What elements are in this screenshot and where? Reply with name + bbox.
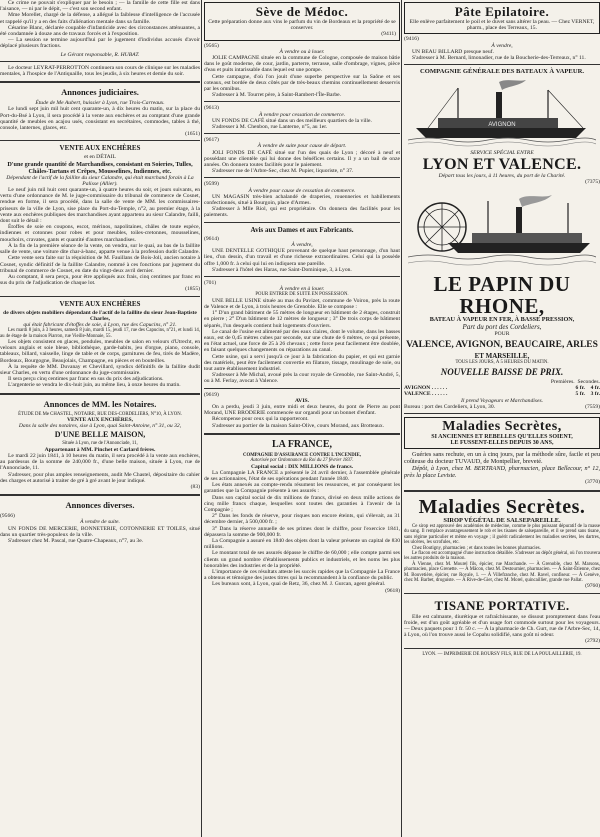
ad-address: S'adresser à M. Chenbon, rue Lanterne, n°5, au 1er. — [212, 124, 328, 131]
vente2-text: Les objets consistent en glaces, pendules, meubles de salon en velours d'Utrecht, en velours anglais et soie bleue, bibliothèque, garde-habits, jeu d'orgue, piano, console, tableaux, billard, vaisselle, linge de table et de corps, garnitures de feu, tirés de Madère, Bordeaux, Bourgogne, Beaujolais, Champagne, en pièces et en bouteilles. — [0, 338, 200, 364]
pate-title: Pâte Epilatoire. — [454, 4, 550, 19]
steamboat-illustration — [408, 78, 596, 148]
vente-text: Le neuf juin mil huit cent quarante-un, à quatre heures du soir, et jours suivants, en vertu d'une ordonnance de M. le juge-commissaire du tribunal de commerce de Cosnet, rendue en forme, il sera procédé, dans la salle de vente de MM. les commissaires-priseurs de la ville de Lyon, sise place du Port-du-Temple, n°2, au premier étage, à la vente aux enchères publiques des marchandises ayant appartenu au sieur Calandre, failli, dont suit le détail : — [0, 187, 200, 225]
divider — [0, 140, 200, 141]
ad-text: JOLIE CAMPAGNE située en la commune de Cologne, composée de maison bâtie dans le goût moderne, de cour, jardin, parterre, terrasse, salle d'ombrage, vignes, pièce d'eau et puits intarissable dans lequel est une pompe. — [204, 55, 400, 74]
notaire-text: S'adresser, pour plus amples renseignements, audit Me Chastel, dépositaire du cahier des charges et autorisé à traiter de gré à gré avant le jour indiqué. — [0, 471, 200, 484]
papin-prend: Il prend Voyageurs et Marchandises. — [460, 397, 544, 404]
ref-number: (83) — [190, 484, 200, 490]
tisane-title: TISANE PORTATIVE. — [434, 597, 570, 613]
papin-villes: VALENCE, AVIGNON, BEAUCAIRE, ARLES — [406, 339, 598, 350]
ref-number: (2792) — [585, 638, 600, 645]
divider — [204, 222, 400, 223]
divider — [204, 388, 400, 389]
article-paragraph: — La session se termine aujourd'hui par le jugement d'individus accusés d'avoir déplacé plusieurs fractions. — [0, 37, 200, 50]
bateaux-dep: Départ tous les jours, à 11 heures, du port de la Charité. — [438, 172, 566, 179]
divider — [0, 494, 200, 496]
price-col-prem: Premières. — [550, 379, 575, 386]
pate-text: Elle enlève parfaitement le poil et le duvet sans altérer la peau. — Chez VERNET, pharm., place des Terreaux, 15. — [409, 19, 595, 32]
vente-dep: Dépendant de l'actif de la faillite du sieur Calandre, qui était marchand forain à La Palisse (Allier). — [6, 174, 194, 187]
pate-ad-box — [404, 2, 600, 34]
vente-sub: et en DÉTAIL — [84, 154, 116, 161]
maladies-ad-box — [404, 417, 600, 449]
maladies-depot: Dépôt, à Lyon, chez M. BERTRAND, pharmacien, place Bellecour, n° 12, près la place Leviste. — [404, 465, 600, 480]
divider — [404, 490, 600, 492]
notaire-app: Appartenant à MM. Pinchet et Carlard frères. — [44, 446, 156, 453]
vente2-text: À la requête de MM. Duvanay et Chevillard, syndics définitifs de la faillite dudit sieur Charles, en vertu d'une ordonnance du juge-commissaire. — [0, 363, 200, 376]
papin-baisse: NOUVELLE BAISSE DE PRIX. — [440, 367, 564, 378]
maladies2-text: Ce sirop est approuvé des académies de médecine, comme le plus puissant dépuratif de la masse du sang. Il remplace avantageusement le rob et les tisanes de salsepareille, et il se prend sans tisane, sans régime particulier et même en voyage ; il guérit radicalement les maladies secrètes, les dartres, les ulcères, les scrofules, etc. — [404, 523, 600, 546]
ad-text: Cette usine, qui a servi jusqu'à ce jour à la fabrication du papier, et qui est garnie des matériels, peut être facilement convertie en filature, tissage, moulinage de soie, ou tout autre établissement industriel. — [204, 353, 400, 372]
notaire-etude: ÉTUDE DE Me CHASTEL, NOTAIRE, RUE DES-CORDELIERS, N°10, À LYON. — [18, 411, 182, 417]
divider — [404, 593, 600, 594]
maladies2-text: Chez Boutigny, pharmacien ; et dans toutes les bonnes pharmacies. — [412, 545, 541, 551]
vente-text: Cette vente sera faite sur la réquisition de M. Fauillans de Bois-Joli, ancien notaire à Cosnet, syndic définitif de la faillite Calandre, nommé à ces fonctions par jugement du tribunal de commerce de Cosnet, en date du vingt-deux avril dernier. — [0, 255, 200, 274]
ship-name-label: AVIGNON — [488, 121, 516, 128]
notaire-sise: Située à Lyon, rue de l'Annonciade, 11, — [62, 441, 138, 447]
vente-desc: D'une grande quantité de Marchandises, consistant en Soieries, Tulles, Châles-Tartans et Crêpes, Mousselines, Indiennes, etc. — [7, 160, 193, 175]
bateaux-title: COMPAGNIE GÉNÉRALE DES BATEAUX À VAPEUR. — [419, 68, 584, 76]
price-col-sec: Secondes. — [577, 379, 600, 386]
ad-sub: POUR ENTRER DE SUITE EN POSSESSION. — [255, 292, 349, 298]
ref-number: (9411) — [381, 31, 396, 38]
ad-text: On a perdu, jeudi 3 juin, entre midi et deux heures, du pont de Pierre au pont Morand, UNE BRODERIE commencée sur organdi pour un bonnet d'enfant. — [204, 403, 400, 417]
ad-address: S'adresser à l'hôtel des Haras, rue Saint-Dominique, 3, à Lyon. — [212, 266, 352, 273]
tisane-text: Elle est calmante, diurétique et rafraîchissante, se dissout promptement dans l'eau froide, est d'un goût agréable et d'un usage fort commode surtout pour les voyageurs. — Deux paquets pour 1 fr. 50 c. — À la pharmacie de Ch. Gurt, rue de l'Arbre-Sec, 14, à Lyon, où l'on trouve aussi le Copahu solidifié, sans goût ni odeur. — [404, 613, 600, 639]
vente-title: VENTE AUX ENCHÈRES — [59, 144, 141, 153]
ref-number: (9619) — [204, 391, 219, 398]
france-text: La Compagnie LA FRANCE a présenté le 24 avril dernier, à l'assemblée générale de ses actionnaires, l'état de ses opérations pendant l'année 1840. — [204, 469, 400, 482]
sevre-ad-box — [204, 2, 400, 41]
divider — [204, 177, 400, 178]
ref-number: (9599) — [204, 181, 219, 188]
maladies-sub: SI ANCIENNES ET REBELLES QU'ELLES SOIENT, — [431, 434, 573, 441]
ref-number: (9566) — [0, 513, 15, 520]
ad-text: UN FONDS DE CAFÉ situé dans un des meilleurs quartiers de la ville. — [212, 117, 372, 124]
vente2-text: Il sera perçu cinq centimes par franc en sus du prix des adjudications. — [8, 376, 164, 383]
ad-text: UN FONDS DE MERCERIE, BONNETERIE, COTONNERIE ET TOILES, situé dans un quartier très-populeux de la ville. — [0, 525, 200, 538]
ref-number: (9618) — [385, 587, 400, 594]
france-text: La Compagnie a assuré en 1840 des objets dont la valeur présente un capital de 830 millions. — [204, 538, 400, 551]
ref-number: (7375) — [585, 179, 600, 186]
france-address: Les bureaux sont, à Lyon, quai de Retz, 36, chez M. J. Gurcan, agent général. — [212, 581, 386, 588]
ad-address: S'adresser à Me Michal, avoué près la cour royale de Grenoble, rue Saint-André, 5, ou à M. Ferlay, avocat à Valence. — [204, 372, 400, 385]
notaire-vente: VENTE AUX ENCHÈRES, — [66, 416, 134, 423]
ad-address: S'adresser au portier de la maison Saint-Olive, cours Morand, aux Brotteaux. — [212, 422, 385, 429]
divider — [404, 648, 600, 649]
ad-text: UN MAGASIN très-bien achalandé de draperies, rouenneries et habillements confectionnés, situé à Bourgoin, place d'Armes. — [204, 193, 400, 207]
maladies2-sub: SIROP VÉGÉTAL DE SALSEPAREILLE. — [443, 516, 561, 524]
etude-text: Le lundi sept juin mil huit cent quarante-un, à dix heures du matin, sur la place du Port-du-Bsé à Lyon, il sera procédé à la vente aux enchères et au comptant d'une grande quantité de meubles en acajou usés, consistant en secrétaires, commodes, tables à thé, console, lanternes, glaces, etc. — [0, 106, 200, 132]
bateaux-lyon-valence: LYON ET VALENCE. — [422, 155, 582, 173]
dentelle-title: Avis aux Dames et aux Fabricants. — [250, 225, 354, 234]
france-title: LA FRANCE, — [271, 438, 332, 450]
papin-jours: TOUS LES JOURS, À 5 HEURES DU MATIN. — [455, 359, 549, 365]
article-paragraph: Ce crime ne pouvait s'expliquer par le besoin ; — la famille de cette fille est dans l'aisance, — ni par le dépit, — c'est son second enfant. — [0, 0, 200, 13]
ad-head: À vendre, — [291, 241, 313, 248]
maladies2-title: Maladies Secrètes. — [418, 495, 586, 518]
column-left — [0, 0, 200, 837]
ref-number: (1651) — [185, 131, 200, 138]
column-right — [404, 0, 600, 837]
notaire-lieu: Dans la salle des notaires, sise à Lyon, quai Saint-Antoine, n° 31, ou 32, — [18, 423, 182, 430]
bateaux-serv: SERVICE SPÉCIAL ENTRE — [470, 149, 534, 156]
ref-number: (9760) — [585, 583, 600, 590]
divider — [404, 413, 600, 414]
price-first: 5 fr. — [575, 391, 585, 398]
papin-bureau: Bureau : port des Cordeliers, à Lyon, 30. — [404, 403, 496, 410]
gerant-line: Le Gérant responsable, R. HUBAT. — [60, 51, 140, 58]
vente2-title: VENTE AUX ENCHÈRES — [59, 299, 141, 308]
ref-number: (9617) — [204, 137, 219, 144]
ad-head: À vendre de suite pour cause de départ. — [257, 143, 347, 150]
france-text: 2° Dans les fonds de réserve, pour risques non encore éteints, qui s'élevait, au 31 décembre dernier, à 500,000 fr. ; — [204, 513, 400, 526]
ad-text: UN BEAU BILLARD presque neuf. — [412, 48, 494, 55]
papin-title: LE PAPIN DU RHONE, — [433, 272, 571, 319]
ad-text: Récompense pour ceux qui la rapporteront. — [212, 416, 309, 423]
imprint: LYON. — IMPRIMERIE DE BOURSY FILS, RUE DE LA POULAILLERIE, 19. — [422, 651, 582, 657]
price-first: 6 fr. — [575, 385, 585, 392]
ad-text: UNE DENTELLE GOTHIQUE provenant de quelque haut personnage, d'un haut lieu, d'un dessin, d'un travail et d'une richesse extraordinaires. Celui qui la possède offre 1,000 fr. à celui qui lui en indiquera une pareille. — [204, 248, 400, 267]
france-text: L'importance de ces résultats atteste les succès rapides que la Compagnie La France a obtenus et témoigne des justes titres qui la recommandent à la confiance du public. — [204, 569, 400, 582]
ad-text: Cette campagne, d'où l'on jouit d'une superbe perspective sur la Saône et ses coteaux, est bordée de deux côtés par de très-beaux chemins continuellement desservis par les omnibus. — [204, 73, 400, 93]
ad-text: UNE BELLE USINE située au mas du Pavizet, commune de Voiron, près la route de Valence et de Lyon, à trois heures de Grenoble. Elle se compose : — [204, 297, 400, 310]
papin-steamboat-illustration — [408, 187, 596, 271]
ad-head: À vendre, — [491, 42, 513, 49]
divider — [0, 393, 200, 395]
france-auth: Autorisée par Ordonnance du Roi du 27 février 1837. — [250, 458, 354, 464]
divider — [204, 133, 400, 134]
ad-head: À vendre en à louer. — [279, 286, 325, 293]
column-rule — [401, 0, 402, 837]
papin-part: Part du port des Cordeliers, — [462, 323, 542, 332]
vente-text: Au comptant, il sera perçu, pour être appliqués aux frais, cinq centimes par franc en sus du prix de l'adjudication de chaque lot. — [0, 273, 200, 287]
price-second: 3 fr. — [590, 391, 600, 398]
maladies2-list: À Vienne, chez M. Mourel fils, épicier, rue Marchande. — À Grenoble, chez M. Marsons, pharmacien, place Grenette. — À Mâcon, chez M. Destournier, pharmacien. — À Saint-Étienne, chez M. Bouvetière, épicier, rue Royale, 1. — À Villefranche, chez M. Ravel, confiseur. — À Genève, chez M. Barbet, droguiste. — À Rive-de-Gier, chez M. Morel, quincaillier, grande rue Pallat. — [404, 561, 600, 583]
price-city: VALENCE . . . . . . — [404, 391, 448, 398]
papin-bureau-row — [404, 404, 600, 410]
ad-head: À vendre pour cessation de commerce. — [258, 111, 346, 118]
ad-text: 1° D'un grand bâtiment de 55 mètres de longueur en bâtiment de 2 étages, construit en pierre ; 2° D'un bâtiment de 12 mètres de longueur ; 3° De trois corps de bâtiment séparés, l'un desquels contient huit logements d'ouvriers. — [204, 310, 400, 329]
vente-text: À la fin de la première séance de la vente, on vendra, sur le quai, au bas de la faillite salle de vente, une voiture dite char-à-banc, apparte venue à la profession dudit Calandre. — [0, 242, 200, 256]
ref-number: (701) — [204, 279, 217, 286]
vente2-text: Les mardi 8 juin, à 3 heures, samedi 8 juin, mardi 15, jeudi 17, rue des Capucins, n°21, et lundi 14, au 4e étage de la maison Piarron, rue Vieille-Monnaie, 55. — [0, 328, 200, 339]
maladies2-text: Le flacon est accompagné d'une instruction détaillée. S'adresser au dépôt général, où l'on trouvera les autres produits de la maison. — [404, 550, 600, 562]
sevre-text: Cette préparation donne aux vins le parfum du vin de Bordeaux et la propriété de se conserver. — [208, 19, 396, 32]
section-title-notaires: Annonces de MM. les Notaires. — [43, 398, 157, 409]
etude-line: Étude de Me Aubert, huissier à Lyon, rue Trois-Carreaux. — [35, 100, 165, 107]
divider — [204, 433, 400, 435]
ad-text: JOLI FONDS DE CAFÉ situé sur l'un des quais de Lyon ; décoré à neuf et possédant une clientèle qui lui donne des bénéfices certains. Il y a un bail de onze années. On donnera toutes facilités pour le paiement. — [204, 149, 400, 169]
ref-number: (9614) — [204, 235, 219, 242]
ref-number: (1855) — [185, 286, 200, 293]
france-text: Dans son capital social de dix millions de francs, divisé en deux mille actions de cinq mille francs chaque, lesquelles sont toutes des garanties à l'avenir de la Compagnie ; — [204, 494, 400, 514]
ad-address: S'adresser à M. Tourret père, à Saint-Rambert-l'Île-Barbe. — [212, 92, 342, 99]
papin-sub: BATEAU À VAPEUR EN FER, À BASSE PRESSION, — [429, 316, 575, 324]
ad-head: À vendre ou à louer. — [279, 48, 325, 55]
vente2-desc: de divers objets mobiliers dépendant de l'actif de la faillite du sieur Jean-Baptiste Charles, — [3, 309, 197, 322]
section-title-judiciaires: Annonces judiciaires. — [61, 87, 139, 98]
france-text: Le montant total de ses assurés dépasse le chiffre de 60,000 ; elle compte parmi ses clients un grand nombre d'établissements publics et industriels, et les noms les plus honorables des industries et de la propriété. — [204, 550, 400, 569]
divider — [0, 81, 200, 83]
divider — [404, 64, 600, 65]
france-text: 3° Dans la réserve annuelle de ses primes dont le chiffre, pour l'exercice 1841, dépassera la somme de 900,000 fr. — [204, 525, 400, 538]
vente2-dep: qui était fabricant d'étoffes de soie, à Lyon, rue des Capucins, n° 21. — [23, 321, 177, 328]
notaire-maison: D'UNE BELLE MAISON, — [54, 430, 146, 440]
ad-head: À vendre de suite. — [80, 519, 120, 526]
maladies-title: Maladies Secrètes, — [442, 419, 562, 435]
vente-text: Étoffes de soie en coupons, escot, mérinos, napolitaines, châles de toute espèce, indiennes et cotonnes pour robes et pour meubles, toiles-cretonnes, mousselines, mouchoirs, cravates, gants et quantité d'autres marchandises. — [0, 224, 200, 243]
divider — [0, 296, 200, 297]
article-paragraph: Césarine Blanc, déclarée coupable d'infanticide avec des circonstances atténuantes, a été condamnée à douze ans de travaux forcés et à l'exposition. — [0, 24, 200, 38]
price-second: 4 fr. — [590, 385, 600, 392]
article-paragraph: Mme Morellet, chargé de la défense, a allégué la faiblesse d'intelligence de l'accusée et rappelé qu'il y a en des faits d'aliénation mentale dans sa famille. — [0, 12, 200, 25]
column-rule — [201, 0, 202, 837]
ref-number: (9565) — [204, 42, 219, 49]
ref-number: (3770) — [585, 479, 600, 486]
leyrat-notice: Le docteur LEYRAT-PERROTTON continuera son cours de clinique sur les maladies mentales, à l'hospice de l'Antiquaille, tous les jeudis, à six heures et demie du soir. — [0, 64, 200, 78]
divider — [204, 101, 400, 102]
ad-text: Le canal de l'usine est alimenté par des eaux claires, dont le volume, dans les basses eaux, est de 0,45 mètres cubes par seconde, sur une chute de 6 mètres, ce qui présente, en l'état actuel, une force de 25 à 26 chevaux ; cette force peut facilement être doublée, en faisant quelques changements ou réparations au canal. — [204, 328, 400, 354]
maladies-sub2: LE FUSSENT-ELLES DEPUIS 30 ANS, — [450, 440, 554, 447]
price-city: AVIGNON . . . . . . — [404, 385, 448, 392]
ad-head: À vendre pour cause de cessation de commerce. — [248, 187, 356, 194]
ref-number: (9416) — [404, 36, 419, 43]
ad-address: S'adresser chez M. Pascal, rue Quatre-Chapeaux, n°7, au 3e. — [8, 538, 144, 545]
vente2-text: L'argenterie se vendra le dix-huit juin, au même lieu, à onze heures du matin. — [8, 382, 181, 389]
avis-head: AVIS. — [294, 397, 310, 404]
sevre-title: Sève de Médoc. — [255, 4, 349, 19]
papin-marseille: ET MARSEILLE, — [474, 351, 530, 360]
ref-number: (7559) — [585, 403, 600, 410]
ad-address: S'adresser à M. Bernard, limonadier, rue de la Boucherie-des-Terreaux, n° 11. — [412, 55, 586, 62]
section-title-diverses: Annonces diverses. — [65, 500, 135, 511]
papin-pour: POUR — [494, 331, 510, 338]
maladies-text: Guéries sans rechute, en un à cinq jours, par la méthode sûre, facile et peu coûteuse du docteur TUVAUD, de Montpellier, breveté. — [404, 451, 600, 466]
ad-address: S'adresser rue de l'Arbre-Sec, chez M. Pupier, liquoriste, n° 37. — [212, 168, 354, 175]
france-sub: COMPAGNIE D'ASSURANCE CONTRE L'INCENDIE, — [243, 452, 361, 458]
ad-address: S'adresser à Mlle Riol, qui est propriétaire. On donnera des facilités pour les paiements. — [204, 206, 400, 219]
france-text: Les états annexés au compte-rendu résument les ressources, et par conséquent les garanties que la Compagnie présente à ses assurés : — [204, 482, 400, 495]
divider — [0, 61, 200, 62]
column-middle — [204, 0, 400, 837]
notaire-text: Le mardi 22 juin 1841, à 10 heures du matin, il sera procédé à la vente aux enchères, au pardessus de la somme de 240,000 fr., d'une belle maison, située à Lyon, rue de l'Annonciade, 11. — [0, 452, 200, 472]
divider — [204, 276, 400, 277]
ref-number: (9613) — [204, 105, 219, 112]
france-capital: Capital social : DIX MILLIONS de francs. — [250, 463, 354, 470]
